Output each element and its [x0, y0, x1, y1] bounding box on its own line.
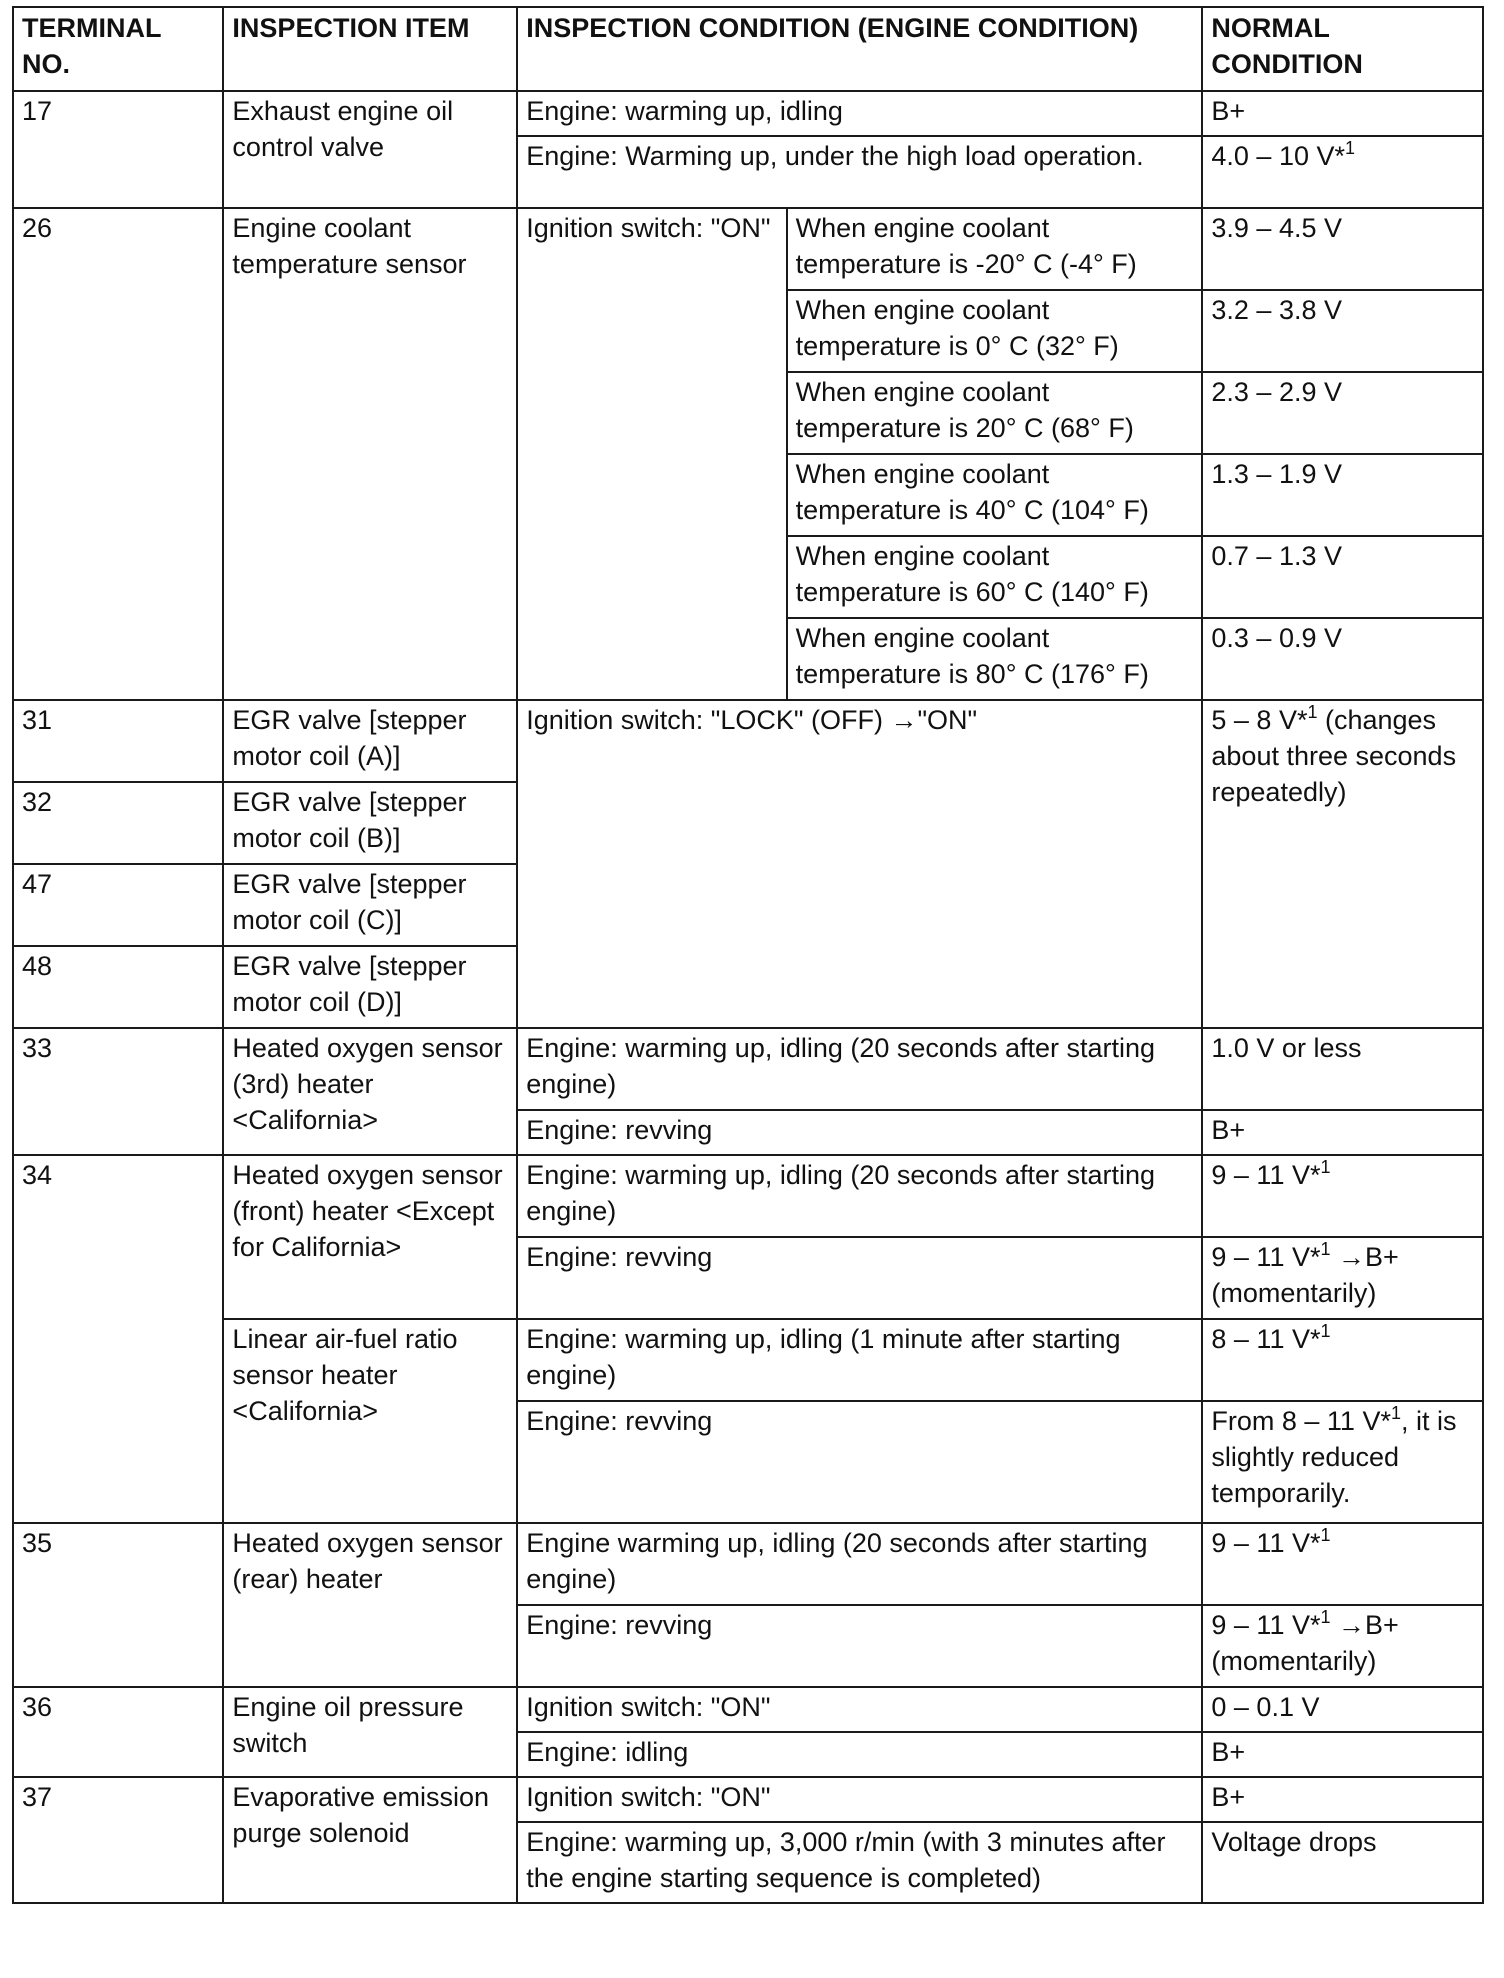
table-row	[13, 91, 1483, 136]
inspection-condition: Engine: revving	[517, 1237, 1202, 1319]
terminal-no: 37	[13, 1777, 223, 1903]
inspection-table	[12, 6, 1484, 1904]
header-inspection-item: INSPECTION ITEM	[223, 7, 517, 91]
inspection-subcondition: When engine coolant temperature is 80° C (176° F)	[787, 618, 1203, 700]
normal-condition: Voltage drops	[1202, 1822, 1483, 1903]
terminal-no: 34	[13, 1155, 223, 1523]
inspection-item: EGR valve [stepper motor coil (D)]	[223, 946, 517, 1028]
normal-value: 9 – 11 V*	[1211, 1242, 1321, 1272]
inspection-item: Linear air-fuel ratio sensor heater <California>	[223, 1319, 517, 1523]
normal-note: (changes about three seconds repeatedly)	[1211, 705, 1457, 807]
inspection-condition: Engine: idling	[517, 1732, 1202, 1777]
inspection-item: Heated oxygen sensor (rear) heater	[223, 1523, 517, 1687]
inspection-condition: Engine: warming up, idling (20 seconds after starting engine)	[517, 1028, 1202, 1110]
terminal-no: 36	[13, 1687, 223, 1777]
normal-value: 8 – 11 V*	[1211, 1324, 1321, 1354]
normal-condition: 2.3 – 2.9 V	[1202, 372, 1483, 454]
inspection-item: Exhaust engine oil control valve	[223, 91, 517, 208]
inspection-item: Engine oil pressure switch	[223, 1687, 517, 1777]
table-row	[13, 700, 1483, 782]
inspection-item: EGR valve [stepper motor coil (B)]	[223, 782, 517, 864]
normal-condition: B+	[1202, 91, 1483, 136]
normal-condition: 0.3 – 0.9 V	[1202, 618, 1483, 700]
inspection-condition: Ignition switch: "LOCK" (OFF) →"ON"	[517, 700, 1202, 1028]
header-normal-condition: NORMAL CONDITION	[1202, 7, 1483, 91]
inspection-condition: Engine: warming up, 3,000 r/min (with 3 minutes after the engine starting sequence is completed)	[517, 1822, 1202, 1903]
inspection-subcondition: When engine coolant temperature is 60° C (140° F)	[787, 536, 1203, 618]
header-inspection-condition: INSPECTION CONDITION (ENGINE CONDITION)	[517, 7, 1202, 91]
normal-condition: B+	[1202, 1110, 1483, 1155]
normal-condition	[1202, 1605, 1483, 1687]
normal-condition: 0 – 0.1 V	[1202, 1687, 1483, 1732]
footnote-mark: 1	[1320, 1321, 1331, 1341]
inspection-item: EGR valve [stepper motor coil (C)]	[223, 864, 517, 946]
inspection-subcondition: When engine coolant temperature is 0° C (32° F)	[787, 290, 1203, 372]
terminal-no: 48	[13, 946, 223, 1028]
table-row	[13, 1155, 1483, 1237]
inspection-condition: Engine: revving	[517, 1110, 1202, 1155]
normal-condition	[1202, 136, 1483, 208]
inspection-condition: Engine warming up, idling (20 seconds after starting engine)	[517, 1523, 1202, 1605]
terminal-no: 35	[13, 1523, 223, 1687]
footnote-mark: 1	[1390, 1403, 1401, 1423]
inspection-item: Heated oxygen sensor (3rd) heater <California>	[223, 1028, 517, 1155]
terminal-no: 17	[13, 91, 223, 208]
inspection-condition: Ignition switch: "ON"	[517, 1687, 1202, 1732]
inspection-item: Evaporative emission purge solenoid	[223, 1777, 517, 1903]
normal-value: 9 – 11 V*	[1211, 1160, 1321, 1190]
table-row	[13, 1777, 1483, 1822]
inspection-item: Heated oxygen sensor (front) heater <Except for California>	[223, 1155, 517, 1319]
footnote-mark: 1	[1320, 1525, 1331, 1545]
normal-value: 9 – 11 V*	[1211, 1528, 1321, 1558]
inspection-condition: Ignition switch: "ON"	[517, 208, 786, 700]
normal-note: →B+ (momentarily)	[1211, 1242, 1399, 1308]
footnote-mark: 1	[1320, 1157, 1331, 1177]
normal-condition: 1.0 V or less	[1202, 1028, 1483, 1110]
terminal-no: 26	[13, 208, 223, 700]
inspection-subcondition: When engine coolant temperature is 40° C (104° F)	[787, 454, 1203, 536]
footnote-mark: 1	[1307, 702, 1318, 722]
inspection-condition: Engine: warming up, idling (1 minute after starting engine)	[517, 1319, 1202, 1401]
normal-condition: B+	[1202, 1777, 1483, 1822]
normal-value: 5 – 8 V*	[1211, 705, 1308, 735]
table-row	[13, 1028, 1483, 1110]
terminal-no: 47	[13, 864, 223, 946]
table-row	[13, 1319, 1483, 1401]
inspection-condition: Ignition switch: "ON"	[517, 1777, 1202, 1822]
table-row	[13, 1523, 1483, 1605]
normal-condition: 3.2 – 3.8 V	[1202, 290, 1483, 372]
normal-note: →B+ (momentarily)	[1211, 1610, 1399, 1676]
normal-condition: B+	[1202, 1732, 1483, 1777]
inspection-subcondition: When engine coolant temperature is 20° C (68° F)	[787, 372, 1203, 454]
footnote-mark: 1	[1320, 1239, 1331, 1259]
inspection-condition: Engine: warming up, idling (20 seconds after starting engine)	[517, 1155, 1202, 1237]
normal-condition: 1.3 – 1.9 V	[1202, 454, 1483, 536]
normal-condition	[1202, 1401, 1483, 1523]
normal-condition: 0.7 – 1.3 V	[1202, 536, 1483, 618]
terminal-no: 33	[13, 1028, 223, 1155]
table-row	[13, 208, 1483, 290]
normal-condition	[1202, 1155, 1483, 1237]
inspection-condition: Engine: warming up, idling	[517, 91, 1202, 136]
header-terminal-no: TERMINAL NO.	[13, 7, 223, 91]
inspection-table-container	[12, 6, 1484, 1904]
normal-condition	[1202, 700, 1483, 1028]
normal-condition: 3.9 – 4.5 V	[1202, 208, 1483, 290]
inspection-subcondition: When engine coolant temperature is -20° C (-4° F)	[787, 208, 1203, 290]
inspection-item: EGR valve [stepper motor coil (A)]	[223, 700, 517, 782]
header-row	[13, 7, 1483, 91]
inspection-item: Engine coolant temperature sensor	[223, 208, 517, 700]
normal-condition	[1202, 1237, 1483, 1319]
terminal-no: 32	[13, 782, 223, 864]
normal-condition	[1202, 1523, 1483, 1605]
inspection-condition: Engine: revving	[517, 1605, 1202, 1687]
normal-value: From 8 – 11 V*	[1211, 1406, 1391, 1436]
inspection-condition: Engine: revving	[517, 1401, 1202, 1523]
table-row	[13, 1687, 1483, 1732]
footnote-mark: 1	[1345, 138, 1356, 158]
terminal-no: 31	[13, 700, 223, 782]
footnote-mark: 1	[1320, 1607, 1331, 1627]
normal-value: 9 – 11 V*	[1211, 1610, 1321, 1640]
inspection-condition: Engine: Warming up, under the high load operation.	[517, 136, 1202, 208]
normal-value: 4.0 – 10 V*	[1211, 141, 1345, 171]
normal-condition	[1202, 1319, 1483, 1401]
normal-note: , it is slightly reduced temporarily.	[1211, 1406, 1457, 1508]
